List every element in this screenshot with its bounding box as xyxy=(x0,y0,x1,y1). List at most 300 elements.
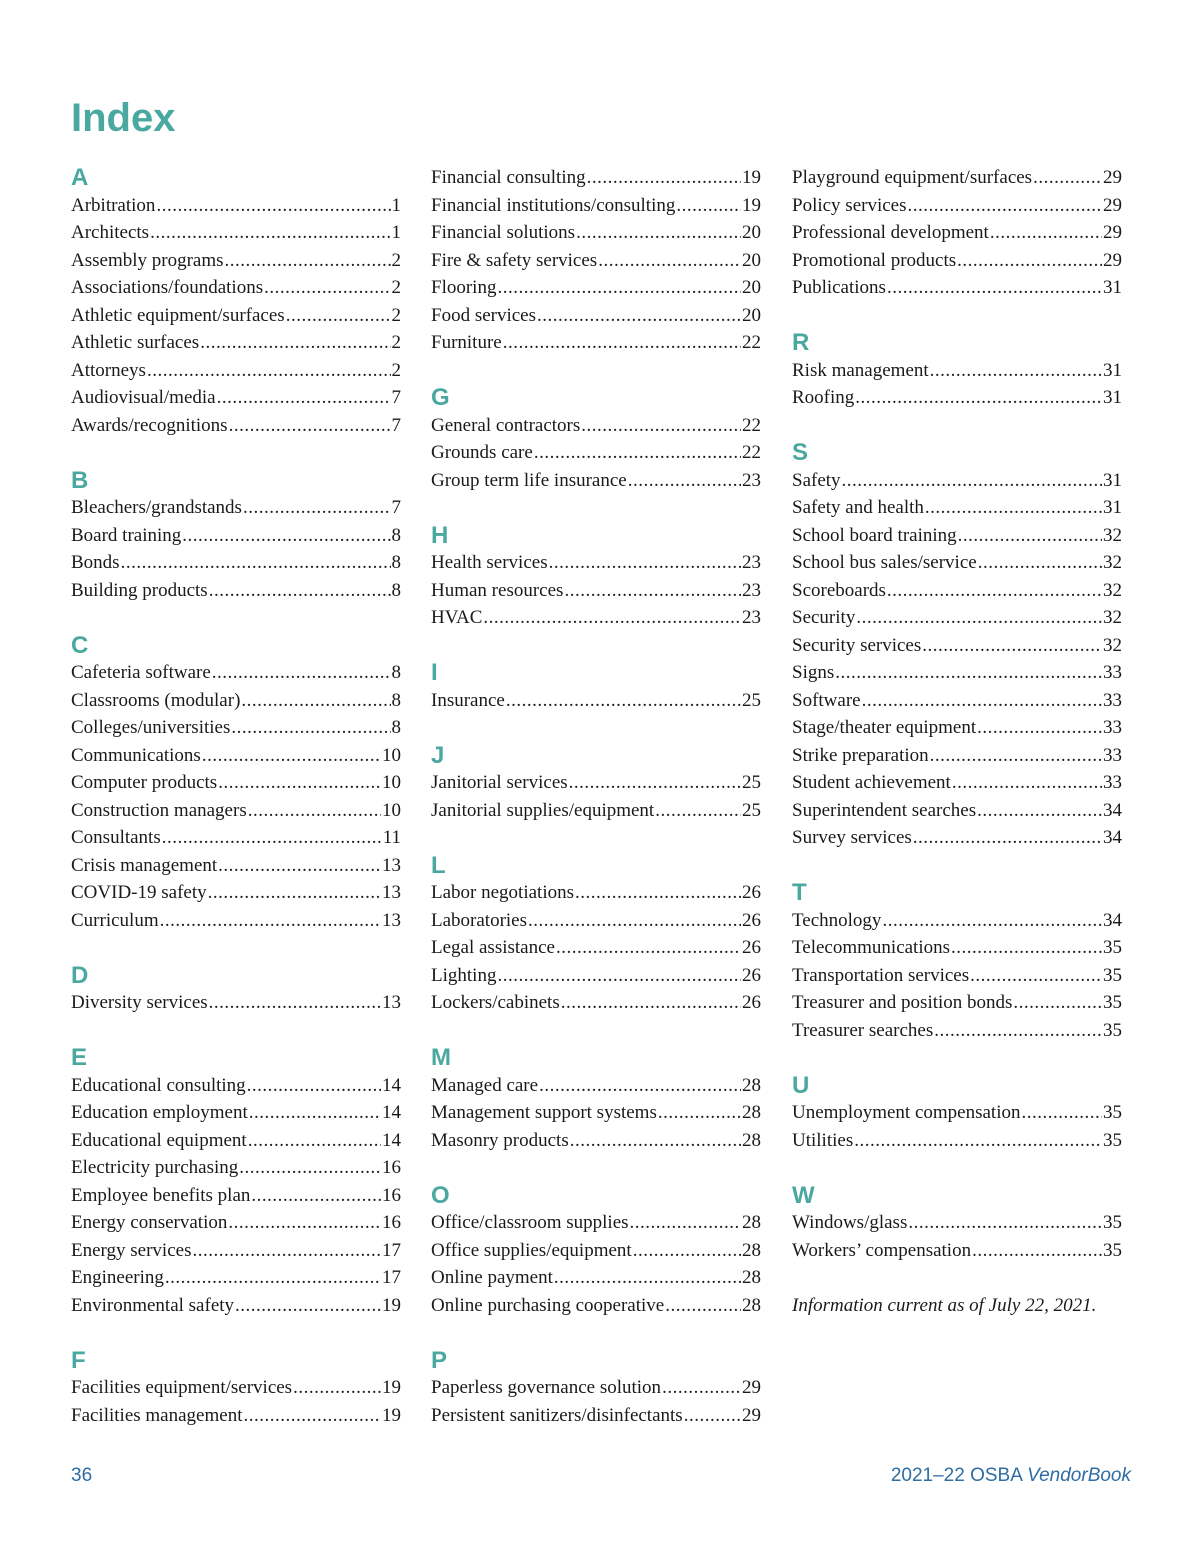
dot-leader xyxy=(503,329,741,357)
index-entry xyxy=(431,412,761,440)
index-term: Windows/glass xyxy=(792,1212,908,1233)
index-term: Paperless governance solution xyxy=(431,1377,662,1398)
index-page-number: 13 xyxy=(382,992,401,1013)
index-term: General contractors xyxy=(431,414,581,436)
index-page-number: 33 xyxy=(1103,772,1122,793)
index-term: Human resources xyxy=(431,579,564,601)
dot-leader xyxy=(218,852,381,880)
index-term: Office supplies/equipment xyxy=(431,1239,632,1261)
index-entry xyxy=(431,1264,761,1292)
index-page-number: 35 xyxy=(1103,937,1122,958)
page-title: Index xyxy=(71,96,176,140)
dot-leader xyxy=(156,192,390,220)
section-letter: D xyxy=(71,961,89,989)
index-page-number: 32 xyxy=(1103,579,1122,601)
index-entry xyxy=(71,1402,401,1430)
index-entry xyxy=(71,357,401,385)
index-column-3 xyxy=(792,164,1122,1319)
dot-leader xyxy=(575,879,741,907)
section-gap xyxy=(71,439,401,467)
dot-leader xyxy=(293,1374,381,1402)
index-term: Building products xyxy=(71,579,208,601)
index-page-number: 10 xyxy=(382,799,401,821)
section-letter: B xyxy=(71,466,89,494)
dot-leader xyxy=(554,1264,741,1292)
dot-leader xyxy=(887,274,1102,302)
index-page-number: 23 xyxy=(742,552,761,573)
dot-leader xyxy=(564,577,741,605)
index-entry xyxy=(71,742,401,770)
index-entry xyxy=(792,522,1122,550)
dot-leader xyxy=(286,302,391,330)
dot-leader xyxy=(990,219,1102,247)
index-entry xyxy=(71,274,401,302)
dot-leader xyxy=(528,907,741,935)
section-letter: W xyxy=(792,1181,815,1209)
info-note: Information current as of July 22, 2021. xyxy=(792,1294,1097,1316)
index-entry xyxy=(431,1402,761,1430)
index-entry xyxy=(71,824,401,852)
section-gap xyxy=(431,1154,761,1182)
index-term: Electricity purchasing xyxy=(71,1157,239,1178)
index-term: Facilities equipment/services xyxy=(71,1377,293,1398)
index-term: Athletic surfaces xyxy=(71,332,200,353)
index-page-number: 19 xyxy=(382,1404,401,1426)
index-entry xyxy=(792,467,1122,495)
dot-leader xyxy=(970,962,1102,990)
dot-leader xyxy=(209,577,391,605)
dot-leader xyxy=(908,192,1102,220)
index-page-number: 33 xyxy=(1103,744,1122,766)
index-page-number: 2 xyxy=(391,249,401,271)
dot-leader xyxy=(1013,989,1102,1017)
index-page-number: 7 xyxy=(391,414,401,436)
index-entry xyxy=(792,989,1122,1017)
index-term: Treasurer searches xyxy=(792,1019,934,1041)
index-term: Scoreboards xyxy=(792,579,886,601)
index-term: Janitorial services xyxy=(431,772,568,793)
index-term: Playground equipment/surfaces xyxy=(792,167,1033,188)
dot-leader xyxy=(977,797,1102,825)
dot-leader xyxy=(235,1292,381,1320)
index-term: Education employment xyxy=(71,1102,248,1123)
index-page-number: 19 xyxy=(742,194,761,216)
index-entry xyxy=(71,192,401,220)
index-entry xyxy=(71,1154,401,1182)
index-entry xyxy=(71,907,401,935)
dot-leader xyxy=(231,714,390,742)
index-entry xyxy=(792,604,1122,632)
index-entry xyxy=(792,247,1122,275)
dot-leader xyxy=(249,1099,381,1127)
index-term: Awards/recognitions xyxy=(71,414,228,436)
index-term: Lighting xyxy=(431,964,497,986)
section-gap xyxy=(792,1264,1122,1292)
index-term: Energy services xyxy=(71,1239,192,1261)
index-term: Policy services xyxy=(792,194,907,216)
section-letter: A xyxy=(71,164,89,191)
index-page-number: 29 xyxy=(1103,222,1122,243)
section-gap xyxy=(71,1319,401,1347)
index-term: Masonry products xyxy=(431,1129,569,1151)
index-page-number: 19 xyxy=(742,167,761,188)
index-page-number: 22 xyxy=(742,442,761,463)
index-entry xyxy=(71,879,401,907)
index-page-number: 31 xyxy=(1103,469,1122,491)
index-page-number: 8 xyxy=(391,579,401,601)
dot-leader xyxy=(972,1237,1102,1265)
dot-leader xyxy=(208,879,381,907)
dot-leader xyxy=(930,742,1102,770)
dot-leader xyxy=(882,907,1102,935)
section-letter: L xyxy=(431,851,446,879)
index-term: Fire & safety services xyxy=(431,249,598,271)
index-entry xyxy=(431,329,761,357)
index-column-2 xyxy=(431,164,761,1429)
dot-leader xyxy=(506,687,741,715)
index-term: Group term life insurance xyxy=(431,469,627,491)
index-entry xyxy=(431,1072,761,1100)
dot-leader xyxy=(239,1154,381,1182)
index-entry xyxy=(71,687,401,715)
dot-leader xyxy=(922,632,1102,660)
index-page-number: 32 xyxy=(1103,634,1122,656)
index-column-1 xyxy=(71,164,401,1429)
section-letter: J xyxy=(431,741,445,769)
dot-leader xyxy=(228,1209,381,1237)
dot-leader xyxy=(835,659,1102,687)
index-term: Treasurer and position bonds xyxy=(792,992,1013,1013)
publication-prefix: 2021–22 OSBA xyxy=(890,1465,1028,1486)
index-page-number: 26 xyxy=(742,937,761,958)
dot-leader xyxy=(243,1402,381,1430)
index-entry xyxy=(431,192,761,220)
dot-leader xyxy=(587,164,741,192)
index-page-number: 20 xyxy=(742,277,761,298)
dot-leader xyxy=(633,1237,741,1265)
section-letter: R xyxy=(792,329,810,356)
index-page-number: 23 xyxy=(742,469,761,491)
index-term: COVID-19 safety xyxy=(71,882,207,903)
index-page-number: 23 xyxy=(742,579,761,601)
dot-leader xyxy=(165,1264,381,1292)
index-term: Athletic equipment/surfaces xyxy=(71,304,285,326)
dot-leader xyxy=(930,357,1102,385)
index-page-number: 35 xyxy=(1103,1129,1122,1151)
dot-leader xyxy=(576,219,741,247)
index-term: Safety xyxy=(792,469,841,491)
index-entry xyxy=(792,384,1122,412)
dot-leader xyxy=(218,769,381,797)
index-term: Online payment xyxy=(431,1267,553,1288)
index-term: HVAC xyxy=(431,607,483,628)
index-page-number: 32 xyxy=(1103,552,1122,573)
section-gap xyxy=(71,604,401,632)
dot-leader xyxy=(1021,1099,1102,1127)
index-page-number: 1 xyxy=(391,222,401,243)
index-entry xyxy=(71,852,401,880)
index-page-number: 33 xyxy=(1103,662,1122,683)
index-page-number: 35 xyxy=(1103,1239,1122,1261)
index-term: Superintendent searches xyxy=(792,799,977,821)
index-term: Engineering xyxy=(71,1267,164,1288)
index-page-number: 35 xyxy=(1103,1019,1122,1041)
dot-leader xyxy=(1033,164,1102,192)
page-number: 36 xyxy=(71,1465,93,1486)
index-entry xyxy=(431,1292,761,1320)
index-entry xyxy=(431,549,761,577)
index-term: Online purchasing cooperative xyxy=(431,1294,665,1316)
index-entry xyxy=(431,962,761,990)
dot-leader xyxy=(952,769,1102,797)
section-letter: O xyxy=(431,1181,450,1209)
index-entry xyxy=(792,659,1122,687)
index-entry xyxy=(792,1127,1122,1155)
index-page-number: 2 xyxy=(391,332,401,353)
index-entry xyxy=(431,1209,761,1237)
dot-leader xyxy=(539,1072,741,1100)
index-page-number: 34 xyxy=(1103,827,1122,848)
index-entry xyxy=(431,797,761,825)
index-term: Office/classroom supplies xyxy=(431,1212,629,1233)
index-entry xyxy=(431,604,761,632)
index-page-number: 31 xyxy=(1103,387,1122,408)
index-entry xyxy=(431,164,761,192)
index-term: Architects xyxy=(71,222,150,243)
dot-leader xyxy=(202,742,381,770)
section-letter: F xyxy=(71,1346,86,1374)
index-page-number: 8 xyxy=(391,689,401,711)
index-entry xyxy=(792,274,1122,302)
index-page-number: 28 xyxy=(742,1239,761,1261)
index-term: Workers’ compensation xyxy=(792,1239,972,1261)
section-gap xyxy=(431,494,761,522)
index-entry xyxy=(431,934,761,962)
dot-leader xyxy=(598,247,741,275)
index-entry xyxy=(792,962,1122,990)
dot-leader xyxy=(225,247,391,275)
index-page-number: 28 xyxy=(742,1212,761,1233)
index-term: Labor negotiations xyxy=(431,882,574,903)
dot-leader xyxy=(556,934,741,962)
index-page-number: 11 xyxy=(382,827,401,848)
dot-leader xyxy=(182,522,390,550)
index-page-number: 29 xyxy=(1103,167,1122,188)
dot-leader xyxy=(842,467,1102,495)
index-term: Managed care xyxy=(431,1074,539,1096)
index-page-number: 23 xyxy=(742,607,761,628)
index-term: Financial consulting xyxy=(431,167,586,188)
section-gap xyxy=(431,632,761,660)
index-entry xyxy=(792,934,1122,962)
index-entry xyxy=(71,989,401,1017)
dot-leader xyxy=(200,329,390,357)
index-entry xyxy=(792,687,1122,715)
index-page-number: 28 xyxy=(742,1102,761,1123)
index-page-number: 22 xyxy=(742,332,761,353)
index-term: Risk management xyxy=(792,359,929,381)
index-page-number: 29 xyxy=(1103,249,1122,271)
dot-leader xyxy=(160,907,381,935)
dot-leader xyxy=(925,494,1102,522)
dot-leader xyxy=(248,797,381,825)
index-entry xyxy=(431,274,761,302)
index-entry xyxy=(792,632,1122,660)
index-term: Lockers/cabinets xyxy=(431,992,560,1013)
index-page-number: 13 xyxy=(382,882,401,903)
index-page-number: 35 xyxy=(1103,964,1122,986)
index-term: Board training xyxy=(71,524,182,546)
index-page-number: 31 xyxy=(1103,497,1122,518)
index-entry xyxy=(71,247,401,275)
section-letter: U xyxy=(792,1071,810,1099)
index-page-number: 33 xyxy=(1103,689,1122,711)
section-gap xyxy=(792,302,1122,330)
section-letter: T xyxy=(792,879,807,906)
index-term: Janitorial supplies/equipment xyxy=(431,799,655,821)
index-entry xyxy=(71,1127,401,1155)
index-page-number: 8 xyxy=(391,662,401,683)
dot-leader xyxy=(887,577,1102,605)
index-entry xyxy=(71,1264,401,1292)
index-page-number: 25 xyxy=(742,689,761,711)
index-entry xyxy=(71,384,401,412)
index-term: Environmental safety xyxy=(71,1294,235,1316)
index-term: Employee benefits plan xyxy=(71,1184,251,1206)
dot-leader xyxy=(212,659,391,687)
section-letter: P xyxy=(431,1346,448,1374)
index-page-number: 34 xyxy=(1103,799,1122,821)
index-term: Laboratories xyxy=(431,909,528,931)
dot-leader xyxy=(951,934,1102,962)
index-entry xyxy=(792,769,1122,797)
index-page-number: 31 xyxy=(1103,359,1122,381)
index-term: Flooring xyxy=(431,277,497,298)
section-letter: G xyxy=(431,384,450,411)
index-entry xyxy=(431,247,761,275)
index-entry xyxy=(431,989,761,1017)
index-term: Security xyxy=(792,607,856,628)
index-page-number: 26 xyxy=(742,909,761,931)
dot-leader xyxy=(856,604,1102,632)
index-entry xyxy=(792,192,1122,220)
index-entry xyxy=(71,302,401,330)
index-term: Construction managers xyxy=(71,799,247,821)
index-term: Management support systems xyxy=(431,1102,657,1123)
section-letter: S xyxy=(792,439,809,466)
index-term: Facilities management xyxy=(71,1404,243,1426)
index-entry xyxy=(71,1209,401,1237)
dot-leader xyxy=(628,467,741,495)
index-term: Grounds care xyxy=(431,442,533,463)
index-entry xyxy=(71,329,401,357)
index-entry xyxy=(431,577,761,605)
index-entry xyxy=(792,1099,1122,1127)
dot-leader xyxy=(581,412,741,440)
index-term: Signs xyxy=(792,662,835,683)
dot-leader xyxy=(483,604,741,632)
index-page-number: 26 xyxy=(742,882,761,903)
section-gap xyxy=(431,1319,761,1347)
dot-leader xyxy=(934,1017,1102,1045)
index-entry xyxy=(431,1237,761,1265)
index-page-number: 2 xyxy=(391,277,401,298)
section-gap xyxy=(431,824,761,852)
dot-leader xyxy=(978,549,1102,577)
index-entry xyxy=(792,164,1122,192)
index-page-number: 17 xyxy=(382,1267,401,1288)
index-page-number: 2 xyxy=(391,304,401,326)
dot-leader xyxy=(549,549,741,577)
index-entry xyxy=(71,659,401,687)
dot-leader xyxy=(162,824,382,852)
index-entry xyxy=(431,467,761,495)
dot-leader xyxy=(251,1182,381,1210)
index-term: School board training xyxy=(792,524,957,546)
index-page-number: 14 xyxy=(382,1102,401,1123)
index-entry xyxy=(792,1209,1122,1237)
index-page-number: 25 xyxy=(742,772,761,793)
index-term: Educational consulting xyxy=(71,1074,246,1096)
index-term: Software xyxy=(792,689,861,711)
index-entry xyxy=(71,1374,401,1402)
dot-leader xyxy=(570,1127,741,1155)
dot-leader xyxy=(497,274,741,302)
index-page-number: 17 xyxy=(382,1239,401,1261)
index-term: Bonds xyxy=(71,552,120,573)
dot-leader xyxy=(913,824,1102,852)
dot-leader xyxy=(243,494,391,522)
index-term: Financial institutions/consulting xyxy=(431,194,676,216)
index-page-number: 13 xyxy=(382,909,401,931)
index-term: Diversity services xyxy=(71,992,208,1013)
index-page-number: 13 xyxy=(382,854,401,876)
index-page-number: 20 xyxy=(742,222,761,243)
index-term: Curriculum xyxy=(71,909,159,931)
index-page-number: 28 xyxy=(742,1129,761,1151)
index-term: Stage/theater equipment xyxy=(792,717,977,738)
index-term: Health services xyxy=(431,552,548,573)
index-term: Food services xyxy=(431,304,537,326)
dot-leader xyxy=(248,1127,381,1155)
index-term: Persistent sanitizers/disinfectants xyxy=(431,1404,683,1426)
index-entry xyxy=(792,494,1122,522)
index-term: Telecommunications xyxy=(792,937,951,958)
index-term: Student achievement xyxy=(792,772,951,793)
index-entry xyxy=(431,769,761,797)
index-term: Associations/foundations xyxy=(71,277,264,298)
section-letter: M xyxy=(431,1044,451,1071)
index-term: Consultants xyxy=(71,827,161,848)
index-page-number: 29 xyxy=(742,1377,761,1398)
dot-leader xyxy=(676,192,741,220)
index-entry xyxy=(792,1017,1122,1045)
dot-leader xyxy=(862,687,1102,715)
index-entry xyxy=(431,879,761,907)
index-term: Utilities xyxy=(792,1129,854,1151)
index-term: Legal assistance xyxy=(431,937,555,958)
dot-leader xyxy=(957,247,1102,275)
index-entry xyxy=(792,797,1122,825)
section-gap xyxy=(792,412,1122,440)
index-term: Attorneys xyxy=(71,359,146,381)
dot-leader xyxy=(229,412,391,440)
dot-leader xyxy=(662,1374,741,1402)
dot-leader xyxy=(264,274,390,302)
dot-leader xyxy=(241,687,390,715)
index-page-number: 10 xyxy=(382,772,401,793)
index-entry xyxy=(792,1237,1122,1265)
